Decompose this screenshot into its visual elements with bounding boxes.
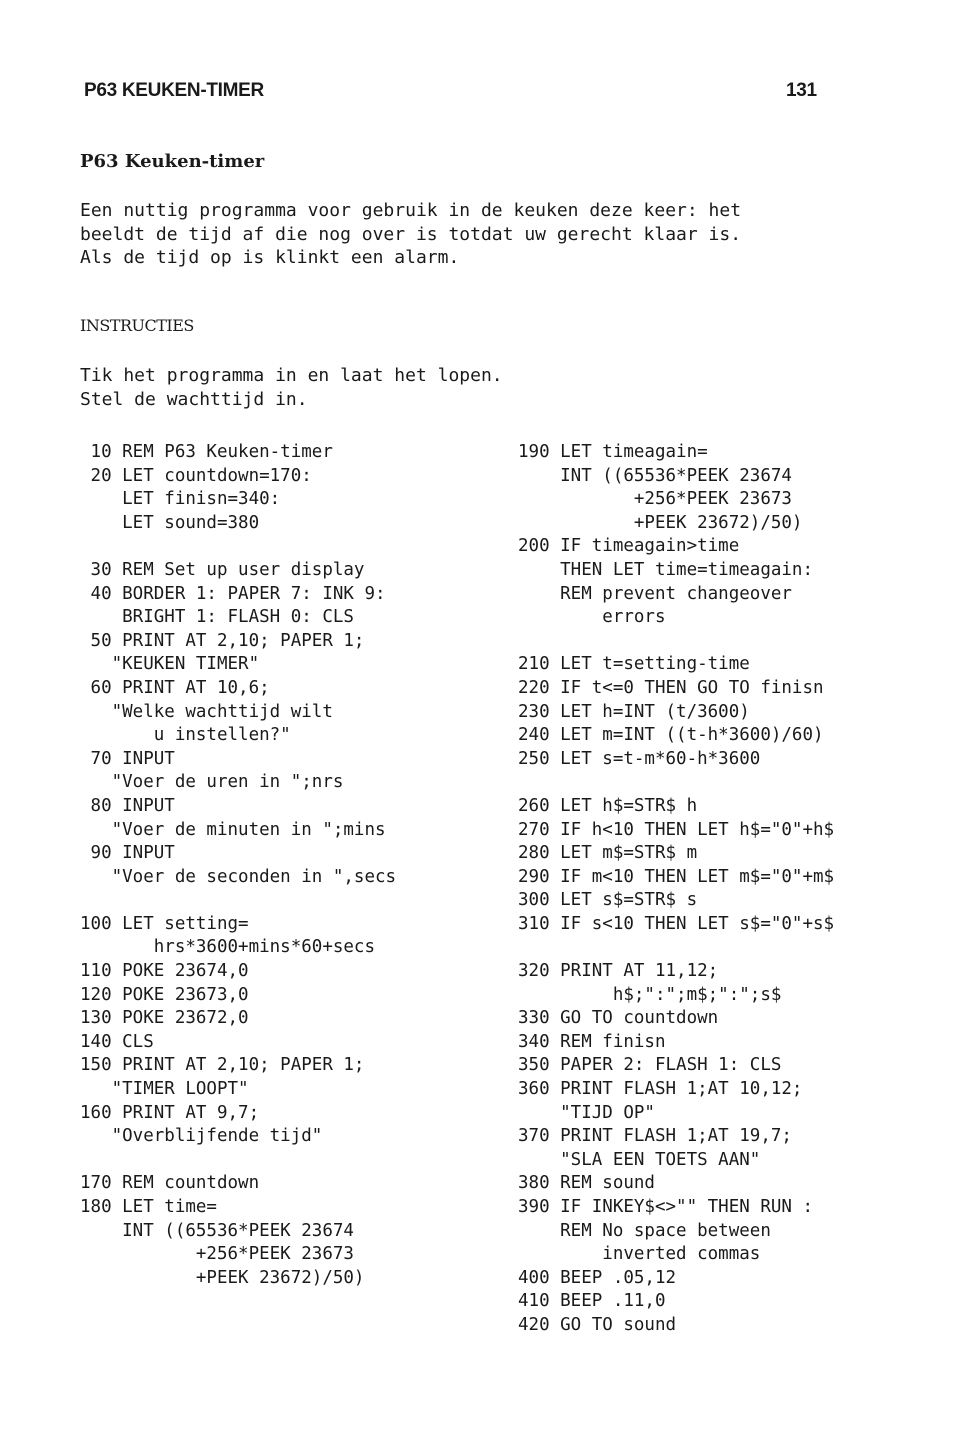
code-line: 240 LET m=INT ((t-h*3600)/60) [518, 725, 824, 746]
listing-gap [518, 630, 834, 654]
code-line: BRIGHT 1: FLASH 0: CLS [80, 607, 354, 628]
code-line: 390 IF INKEY$<>"" THEN RUN : [518, 1197, 814, 1217]
code-line: 250 LET s=t-m*60-h*3600 [518, 748, 761, 769]
code-line: 210 LET t=setting-time [518, 654, 750, 675]
listing-gap [80, 1149, 396, 1173]
listing-left-column [80, 441, 396, 1290]
code-line: "Voer de seconden in ",secs [80, 866, 397, 887]
code-line: inverted commas [518, 1244, 761, 1265]
code-line: LET finisn=340: [80, 489, 281, 510]
listing-gap [80, 535, 396, 559]
program-title: P63 Keuken-timer [80, 151, 265, 172]
code-line: 80 INPUT [80, 795, 175, 816]
code-line: 170 REM countdown [80, 1173, 260, 1194]
code-line: +256*PEEK 23673 [80, 1244, 354, 1265]
code-line: "Overblijfende tijd" [80, 1126, 323, 1147]
instructions-paragraph: Tik het programma in en laat het lopen. Stel de wachttijd in. [80, 365, 503, 410]
code-line: 190 LET timeagain= [518, 442, 708, 462]
code-line: "Welke wachttijd wilt [80, 701, 333, 722]
code-line: 200 IF timeagain>time [518, 536, 740, 557]
code-line: INT ((65536*PEEK 23674 [80, 1220, 354, 1241]
code-line: 50 PRINT AT 2,10; PAPER 1; [80, 630, 365, 651]
code-line: 270 IF h<10 THEN LET h$="0"+h$ [518, 819, 835, 840]
code-line: 110 POKE 23674,0 [80, 961, 249, 982]
code-line: 260 LET h$=STR$ h [518, 795, 698, 816]
code-line: 400 BEEP .05,12 [518, 1267, 677, 1288]
code-line: 310 IF s<10 THEN LET s$="0"+s$ [518, 913, 835, 934]
intro-paragraph: Een nuttig programma voor gebruik in de keuken deze keer: het beeldt de tijd af die nog over is totdat uw gerecht klaar is. Als de tijd op is klinkt een alarm. [80, 200, 742, 268]
code-line: 40 BORDER 1: PAPER 7: INK 9: [80, 583, 386, 604]
code-line: REM No space between [518, 1220, 771, 1241]
code-line: 340 REM finisn [518, 1031, 666, 1052]
code-line: h$;":";m$;":";s$ [518, 984, 782, 1005]
code-line: "SLA EEN TOETS AAN" [518, 1149, 761, 1170]
code-line: +PEEK 23672)/50) [80, 1267, 365, 1288]
code-line: 180 LET time= [80, 1197, 217, 1217]
code-line: THEN LET time=timeagain: [518, 559, 814, 580]
listing-gap [518, 936, 834, 960]
code-line: 280 LET m$=STR$ m [518, 843, 698, 864]
code-line: "Voer de minuten in ";mins [80, 819, 386, 840]
code-line: hrs*3600+mins*60+secs [80, 937, 376, 958]
code-line: +256*PEEK 23673 [518, 489, 792, 510]
code-line: 230 LET h=INT (t/3600) [518, 701, 750, 722]
code-line: 130 POKE 23672,0 [80, 1008, 249, 1029]
code-line: u instellen?" [80, 725, 291, 746]
code-line: 290 IF m<10 THEN LET m$="0"+m$ [518, 866, 835, 887]
code-line: 360 PRINT FLASH 1;AT 10,12; [518, 1079, 803, 1100]
code-line: 20 LET countdown=170: [80, 465, 312, 486]
code-line: 30 REM Set up user display [80, 559, 365, 580]
code-line: 300 LET s$=STR$ s [518, 890, 698, 911]
page-number: 131 [786, 80, 817, 101]
code-line: 60 PRINT AT 10,6; [80, 677, 270, 698]
code-line: 320 PRINT AT 11,12; [518, 961, 719, 982]
code-line: LET sound=380 [80, 512, 260, 533]
code-line: 160 PRINT AT 9,7; [80, 1102, 260, 1123]
code-line: "TIMER LOOPT" [80, 1079, 249, 1100]
code-line: 420 GO TO sound [518, 1314, 677, 1335]
listing-right-column [518, 441, 834, 1338]
code-line: 10 REM P63 Keuken-timer [80, 442, 333, 462]
code-line: REM prevent changeover [518, 583, 792, 604]
code-line: INT ((65536*PEEK 23674 [518, 465, 792, 486]
listing-gap [518, 771, 834, 795]
code-line: 120 POKE 23673,0 [80, 984, 249, 1005]
code-line: 220 IF t<=0 THEN GO TO finisn [518, 677, 824, 698]
code-line: 330 GO TO countdown [518, 1008, 719, 1029]
listing-gap [80, 889, 396, 913]
code-line: 140 CLS [80, 1031, 154, 1052]
code-line: errors [518, 607, 666, 628]
running-header: P63 KEUKEN-TIMER [84, 80, 264, 101]
code-line: 150 PRINT AT 2,10; PAPER 1; [80, 1055, 365, 1076]
code-line: 350 PAPER 2: FLASH 1: CLS [518, 1055, 782, 1076]
code-line: "TIJD OP" [518, 1102, 655, 1123]
code-line: 90 INPUT [80, 843, 175, 864]
code-line: 380 REM sound [518, 1173, 655, 1194]
code-line: "Voer de uren in ";nrs [80, 772, 344, 793]
code-line: 70 INPUT [80, 748, 175, 769]
code-line: 370 PRINT FLASH 1;AT 19,7; [518, 1126, 792, 1147]
code-line: "KEUKEN TIMER" [80, 654, 260, 675]
instructions-heading: INSTRUCTIES [80, 316, 194, 335]
code-line: 100 LET setting= [80, 913, 249, 934]
code-line: +PEEK 23672)/50) [518, 512, 803, 533]
code-line: 410 BEEP .11,0 [518, 1291, 666, 1312]
